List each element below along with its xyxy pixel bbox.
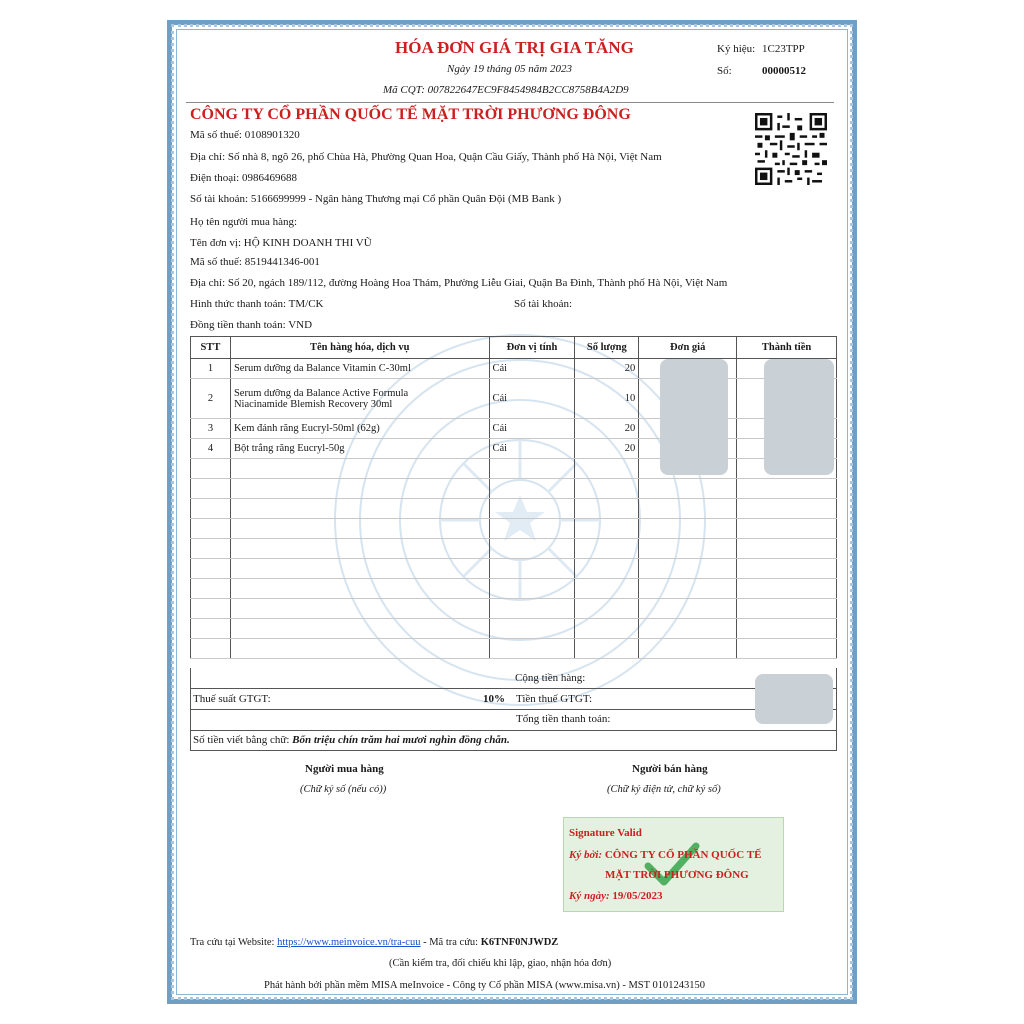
seller-signature-note: (Chữ ký điện tử, chữ ký số)	[607, 784, 721, 795]
row-stt: 4	[191, 439, 231, 459]
table-row-empty	[191, 499, 837, 519]
row-qty: 20	[575, 439, 639, 459]
redacted-line-totals	[764, 359, 834, 475]
col-stt: STT	[191, 337, 231, 359]
row-name: Kem đánh răng Eucryl-50ml (62g)	[230, 419, 489, 439]
buyer-currency-row	[190, 319, 312, 331]
table-row-empty	[191, 559, 837, 579]
qr-code-icon	[755, 113, 827, 185]
invoice-number-value: 00000512	[762, 65, 806, 77]
grand-total-label: Tổng tiền thanh toán:	[516, 713, 611, 725]
seller-address-row	[190, 151, 662, 163]
symbol-value: 1C23TPP	[762, 43, 805, 55]
buyer-name-label: Họ tên người mua hàng:	[190, 216, 298, 228]
seller-phone-value: 0986469688	[241, 172, 297, 184]
buyer-payment-label: Hình thức thanh toán:	[190, 298, 287, 310]
tax-authority-code: Mã CQT: 007822647EC9F8454984B2CC8758B4A2D9	[383, 84, 629, 96]
seller-address-label: Địa chỉ:	[190, 151, 226, 163]
row-name	[230, 379, 489, 419]
table-header-row	[191, 337, 837, 359]
seller-tax-label: Mã số thuế:	[190, 129, 242, 141]
buyer-unit-label: Tên đơn vị:	[190, 237, 242, 249]
seller-bank-value: - Ngân hàng Thương mại Cổ phần Quân Đội (MB Bank )	[308, 193, 562, 205]
issued-by-note: Phát hành bởi phần mềm MISA meInvoice - Công ty Cổ phần MISA (www.misa.vn) - MST 0101243150	[264, 980, 705, 991]
vat-rate-value: 10%	[483, 693, 505, 705]
table-row	[191, 439, 837, 459]
buyer-tax-value: 8519441346-001	[244, 256, 320, 268]
amount-in-words-value: Bốn triệu chín trăm hai mươi nghìn đồng chẵn.	[292, 734, 510, 746]
signed-by-value-1: CÔNG TY CỔ PHẦN QUỐC TẾ	[604, 849, 762, 861]
seller-name: CÔNG TY CỔ PHẦN QUỐC TẾ MẶT TRỜI PHƯƠNG ĐÔNG	[190, 106, 631, 123]
buyer-payment-value: TM/CK	[288, 298, 324, 310]
lookup-code-label: - Mã tra cứu:	[423, 937, 479, 948]
buyer-currency-value: VND	[288, 319, 313, 331]
check-note: (Cần kiểm tra, đối chiếu khi lập, giao, nhận hóa đơn)	[389, 958, 612, 969]
table-row	[191, 379, 837, 419]
table-row-empty	[191, 539, 837, 559]
row-unit: Cái	[489, 419, 575, 439]
col-total: Thành tiền	[737, 337, 837, 359]
subtotal-label: Cộng tiền hàng:	[515, 672, 586, 684]
buyer-tax-row	[190, 256, 320, 268]
amount-in-words-label: Số tiền viết bằng chữ:	[193, 734, 290, 746]
lookup-row	[190, 937, 558, 948]
lookup-url-link[interactable]: https://www.meinvoice.vn/tra-cuu	[277, 937, 421, 948]
row-qty: 20	[575, 419, 639, 439]
buyer-address-value: Số 20, ngách 189/112, đường Hoàng Hoa Thám, Phường Liễu Giai, Quận Ba Đình, Thành phố Hà Nội, Việt Nam	[227, 277, 728, 289]
table-row-empty	[191, 579, 837, 599]
row-unit: Cái	[489, 439, 575, 459]
buyer-unit-row	[190, 237, 372, 249]
table-row-empty	[191, 479, 837, 499]
buyer-unit-value: HỘ KINH DOANH THI VŨ	[243, 237, 372, 249]
items-table	[190, 336, 837, 659]
signed-date-value: 19/05/2023	[612, 890, 663, 902]
row-name: Serum dưỡng da Balance Vitamin C-30ml	[230, 359, 489, 379]
table-row-empty	[191, 639, 837, 659]
table-row-empty	[191, 459, 837, 479]
buyer-tax-label: Mã số thuế:	[190, 256, 242, 268]
signed-date-row	[569, 890, 663, 902]
signed-by-label: Ký bởi:	[569, 849, 603, 861]
col-price: Đơn giá	[639, 337, 737, 359]
row-name-line-1: Serum dưỡng da Balance Active Formula	[233, 387, 409, 399]
seller-phone-label: Điện thoại:	[190, 172, 240, 184]
seller-account-value: 5166699999	[250, 193, 306, 205]
col-unit: Đơn vị tính	[489, 337, 575, 359]
redacted-summary-amounts	[755, 674, 833, 724]
signed-date-label: Ký ngày:	[569, 890, 610, 902]
row-stt: 3	[191, 419, 231, 439]
digital-signature-box	[563, 817, 784, 912]
table-row	[191, 419, 837, 439]
row-name-line-2: Niacinamide Blemish Recovery 30ml	[233, 398, 393, 410]
buyer-account-label: Số tài khoản:	[514, 298, 573, 310]
signed-by-value-2: MẶT TRỜI PHƯƠNG ĐÔNG	[605, 869, 749, 881]
summary-box	[190, 668, 837, 751]
amount-in-words-row	[193, 734, 510, 746]
row-unit: Cái	[489, 359, 575, 379]
vat-rate-label: Thuế suất GTGT:	[193, 693, 271, 705]
row-qty: 20	[575, 359, 639, 379]
col-name: Tên hàng hóa, dịch vụ	[230, 337, 489, 359]
vat-amount-label: Tiền thuế GTGT:	[516, 693, 593, 705]
row-stt: 1	[191, 359, 231, 379]
lookup-label: Tra cứu tại Website:	[190, 937, 275, 948]
buyer-address-label: Địa chỉ:	[190, 277, 226, 289]
row-name: Bột trắng răng Eucryl-50g	[230, 439, 489, 459]
row-stt: 2	[191, 379, 231, 419]
seller-address-value: Số nhà 8, ngõ 26, phố Chùa Hà, Phường Quan Hoa, Quận Cầu Giấy, Thành phố Hà Nội, Việt Nam	[227, 151, 662, 163]
invoice-date: Ngày 19 tháng 05 năm 2023	[447, 63, 572, 75]
row-qty: 10	[575, 379, 639, 419]
table-row	[191, 359, 837, 379]
symbol-label: Ký hiệu:	[717, 43, 756, 55]
table-row-empty	[191, 599, 837, 619]
buyer-currency-label: Đồng tiền thanh toán:	[190, 319, 286, 331]
row-unit: Cái	[489, 379, 575, 419]
redacted-unit-prices	[660, 359, 728, 475]
table-row-empty	[191, 519, 837, 539]
buyer-signature-title: Người mua hàng	[305, 763, 384, 775]
seller-tax-value: 0108901320	[244, 129, 300, 141]
seller-signature-title: Người bán hàng	[632, 763, 708, 775]
signature-valid-label: Signature Valid	[569, 827, 642, 839]
col-qty: Số lượng	[575, 337, 639, 359]
seller-tax-row	[190, 129, 300, 141]
signed-by-row	[569, 849, 761, 861]
invoice-title: HÓA ĐƠN GIÁ TRỊ GIA TĂNG	[395, 38, 634, 57]
header-divider	[186, 102, 834, 103]
seller-phone-row	[190, 172, 297, 184]
seller-account-label: Số tài khoản:	[190, 193, 249, 205]
buyer-address-row	[190, 277, 727, 289]
seller-account-row	[190, 193, 561, 205]
buyer-signature-note: (Chữ ký số (nếu có))	[300, 784, 387, 795]
invoice-number-label: Số:	[717, 65, 732, 77]
lookup-code-value: K6TNF0NJWDZ	[480, 937, 559, 948]
buyer-payment-row	[190, 298, 324, 310]
table-row-empty	[191, 619, 837, 639]
